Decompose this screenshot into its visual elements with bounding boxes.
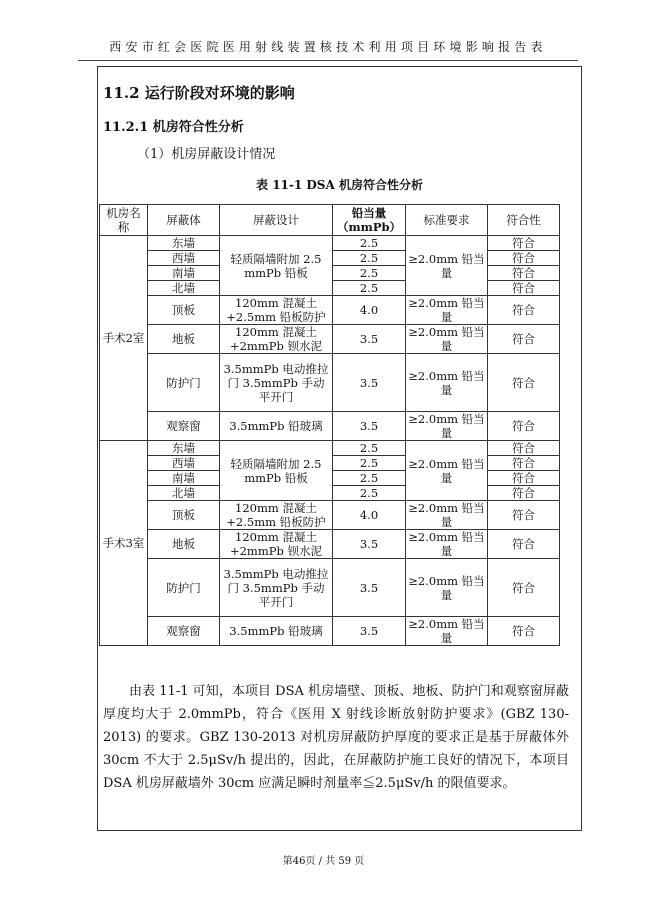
shield-design: 3.5mmPb 电动推拉门 3.5mmPb 手动平开门 [220,559,333,617]
standard-requirement: ≥2.0mm 铅当量 [406,530,488,559]
shield-part: 地板 [148,530,220,559]
column-header: 标准要求 [406,205,488,236]
lead-equivalent: 3.5 [333,617,406,646]
shield-part: 北墙 [148,281,220,296]
lead-equivalent: 4.0 [333,501,406,530]
lead-equivalent: 3.5 [333,530,406,559]
compliance-result: 符合 [488,236,560,251]
shield-design: 120mm 混凝土 +2.5mm 铅板防护 [220,296,333,325]
shield-part: 东墙 [148,441,220,456]
lead-equivalent: 2.5 [333,266,406,281]
lead-equivalent: 3.5 [333,412,406,441]
shield-part: 防护门 [148,354,220,412]
lead-equivalent: 2.5 [333,251,406,266]
compliance-result: 符合 [488,281,560,296]
shield-part: 顶板 [148,501,220,530]
lead-equivalent: 2.5 [333,236,406,251]
page-number: 第46页 / 共 59 页 [282,856,365,867]
compliance-result: 符合 [488,486,560,501]
standard-requirement: ≥2.0mm 铅当量 [406,236,488,296]
lead-equivalent: 2.5 [333,441,406,456]
shield-part: 西墙 [148,251,220,266]
lead-equivalent: 2.5 [333,456,406,471]
compliance-result: 符合 [488,251,560,266]
shield-design: 120mm 混凝土 +2.5mm 铅板防护 [220,501,333,530]
lead-equivalent: 3.5 [333,559,406,617]
compliance-table [99,204,560,646]
paragraph-text: 由表 11-1 可知，本项目 DSA 机房墙壁、顶板、地板、防护门和观察窗屏蔽厚度均大于 2.0mmPb，符合《医用 X 射线诊断放射防护要求》(GBZ 130-2013) 的要求。GBZ 130-2013 对机房屏蔽防护厚度的要求正是基于屏蔽体外 30cm 不大于 2.5μSv/h 提出的，因此，在屏蔽防护施工良好的情况下，本项目 DSA 机房屏蔽墙外 30cm 应满足瞬时剂量率≦2.5μSv/h 的限值要求。 [103,684,569,791]
compliance-result: 符合 [488,501,560,530]
shield-part: 东墙 [148,236,220,251]
report-header: 西安市红会医院医用射线装置核技术利用项目环境影响报告表 [109,40,547,54]
table-row [100,559,560,617]
table-row [100,236,560,251]
compliance-result: 符合 [488,456,560,471]
table-row [100,412,560,441]
shield-part: 南墙 [148,471,220,486]
table-caption: 表 11-1 DSA 机房符合性分析 [256,178,423,192]
table-row [100,296,560,325]
shield-design: 3.5mmPb 铅玻璃 [220,617,333,646]
subsection-heading: 11.2.1 机房符合性分析 [103,120,244,135]
table-row [100,501,560,530]
column-header: 符合性 [488,205,560,236]
compliance-result: 符合 [488,325,560,354]
compliance-result: 符合 [488,617,560,646]
standard-requirement: ≥2.0mm 铅当量 [406,501,488,530]
table-row [100,530,560,559]
shield-part: 观察窗 [148,412,220,441]
shield-design: 120mm 混凝土 +2mmPb 钡水泥 [220,530,333,559]
shield-part: 南墙 [148,266,220,281]
shield-design: 120mm 混凝土 +2mmPb 钡水泥 [220,325,333,354]
standard-requirement: ≥2.0mm 铅当量 [406,354,488,412]
column-header: 机房名称 [100,205,148,236]
section-heading: 11.2 运行阶段对环境的影响 [103,84,295,102]
lead-equivalent: 2.5 [333,486,406,501]
standard-requirement: ≥2.0mm 铅当量 [406,325,488,354]
table-row [100,617,560,646]
shield-part: 防护门 [148,559,220,617]
shield-part: 顶板 [148,296,220,325]
column-header: 屏蔽体 [148,205,220,236]
standard-requirement: ≥2.0mm 铅当量 [406,617,488,646]
room-name: 手术2室 [100,236,148,441]
table-row [100,354,560,412]
table-row [100,325,560,354]
lead-equivalent: 2.5 [333,281,406,296]
column-header: 铅当量（mmPb） [333,205,406,236]
shield-part: 观察窗 [148,617,220,646]
compliance-result: 符合 [488,354,560,412]
standard-requirement: ≥2.0mm 铅当量 [406,441,488,501]
compliance-result: 符合 [488,530,560,559]
standard-requirement: ≥2.0mm 铅当量 [406,559,488,617]
header-rule [78,60,578,61]
column-header: 屏蔽设计 [220,205,333,236]
shield-part: 北墙 [148,486,220,501]
lead-equivalent: 3.5 [333,354,406,412]
compliance-result: 符合 [488,412,560,441]
shield-part: 地板 [148,325,220,354]
standard-requirement: ≥2.0mm 铅当量 [406,412,488,441]
compliance-result: 符合 [488,559,560,617]
lead-equivalent: 2.5 [333,471,406,486]
standard-requirement: ≥2.0mm 铅当量 [406,296,488,325]
item-heading: （1）机房屏蔽设计情况 [137,147,276,162]
shield-design: 轻质隔墙附加 2.5 mmPb 铅板 [220,441,333,501]
shield-design: 3.5mmPb 铅玻璃 [220,412,333,441]
shield-design: 轻质隔墙附加 2.5 mmPb 铅板 [220,236,333,296]
lead-equivalent: 4.0 [333,296,406,325]
compliance-result: 符合 [488,471,560,486]
analysis-paragraph [103,680,569,795]
compliance-result: 符合 [488,266,560,281]
shield-design: 3.5mmPb 电动推拉门 3.5mmPb 手动平开门 [220,354,333,412]
table-row [100,441,560,456]
shield-part: 西墙 [148,456,220,471]
lead-equivalent: 3.5 [333,325,406,354]
compliance-result: 符合 [488,296,560,325]
compliance-result: 符合 [488,441,560,456]
room-name: 手术3室 [100,441,148,646]
